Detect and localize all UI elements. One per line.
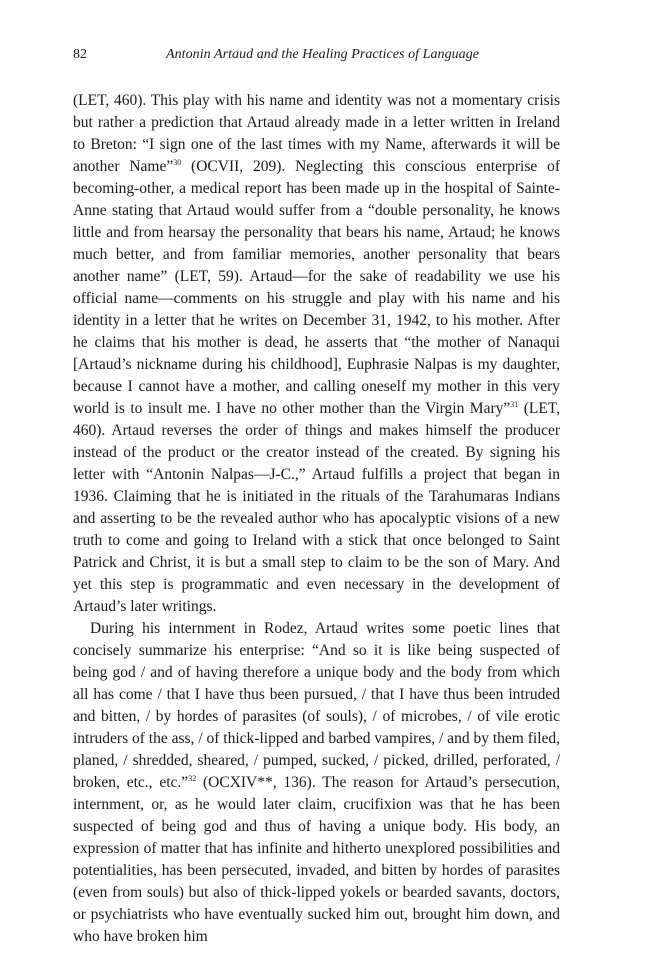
paragraph-1-text-c: (LET, 460). Artaud reverses the order of things and makes himself the producer instead of the product or the creator instead of the created. By signing his letter with “Antonin Nalpas—J-C.,” Artaud fulfills a project that began in 1936. Claiming that he is initiated in the rituals of the Tarahumaras Indians and asserting to be the revealed author who has apocalyptic visions of a new truth to come and going to Ireland with a stick that once belonged to Saint Patrick and Christ, it is but a small step to claim to be the son of Mary. And yet this step is programmatic and even necessary in the development of Artaud’s later writings. bbox=[73, 400, 560, 615]
paragraph-1-text-b: (OCVII, 209). Neglecting this conscious enterprise of becoming-other, a medical report has been made up in the hospital of Sainte-Anne stating that Artaud would suffer from a “double personality, he knows little and from hearsay the personality that bears his name, Artaud; he knows much better, and from familiar memories, another personality that bears another name” (LET, 59). Artaud—for the sake of readability we use his official name—comments on his struggle and play with his name and his identity in a letter that he writes on December 31, 1942, to his mother. After he claims that his mother is dead, he asserts that “the mother of Nanaqui [Artaud’s nickname during his childhood], Euphrasie Nalpas is my daughter, because I cannot have a mother, and calling oneself my mother in this very world is to insult me. I have no other mother than the Virgin Mary” bbox=[73, 158, 561, 417]
running-title: Antonin Artaud and the Healing Practices of Language bbox=[166, 47, 480, 62]
body-text bbox=[73, 90, 560, 948]
paragraph-1-text-a: (LET, 460). This play with his name and identity was not a momentary crisis but rather a prediction that Artaud already made in a letter written in Ireland to Breton: “I sign one of the last times with my Name, afterwards it will be another Name” bbox=[73, 92, 560, 175]
paragraph-2-text-b: (OCXIV**, 136). The reason for Artaud’s persecution, internment, or, as he would later claim, crucifixion was that he has been suspected of being god and thus of having a unique body. His body, an expression of matter that has infinite and hitherto unexplored possibilities and potentialities, has been persecuted, invaded, and bitten by hordes of parasites (even from souls) but also of thick-lipped yokels or bearded savants, doctors, or psychiatrists who have eventually sucked him out, brought him down, and who have broken him bbox=[73, 774, 560, 945]
footnote-ref-32: 32 bbox=[188, 774, 197, 783]
page-number: 82 bbox=[73, 47, 87, 62]
paragraph-1 bbox=[73, 90, 560, 618]
paragraph-2-text-a: During his internment in Rodez, Artaud writes some poetic lines that concisely summarize his enterprise: “And so it is like being suspected of being god / and of having therefore a unique body and the body from which all has come / that I have thus been pursued, / that I have thus been intruded and bitten, / by hordes of parasites (of souls), / of microbes, / of vile erotic intruders of the ass, / of thick-lipped and barbed vampires, / and by them filed, planed, / shredded, sheared, / pumped, sucked, / picked, drilled, perforated, / broken, etc., etc.” bbox=[73, 620, 560, 791]
paragraph-2 bbox=[73, 618, 560, 948]
footnote-ref-31: 31 bbox=[510, 400, 519, 409]
footnote-ref-30: 30 bbox=[173, 158, 182, 167]
